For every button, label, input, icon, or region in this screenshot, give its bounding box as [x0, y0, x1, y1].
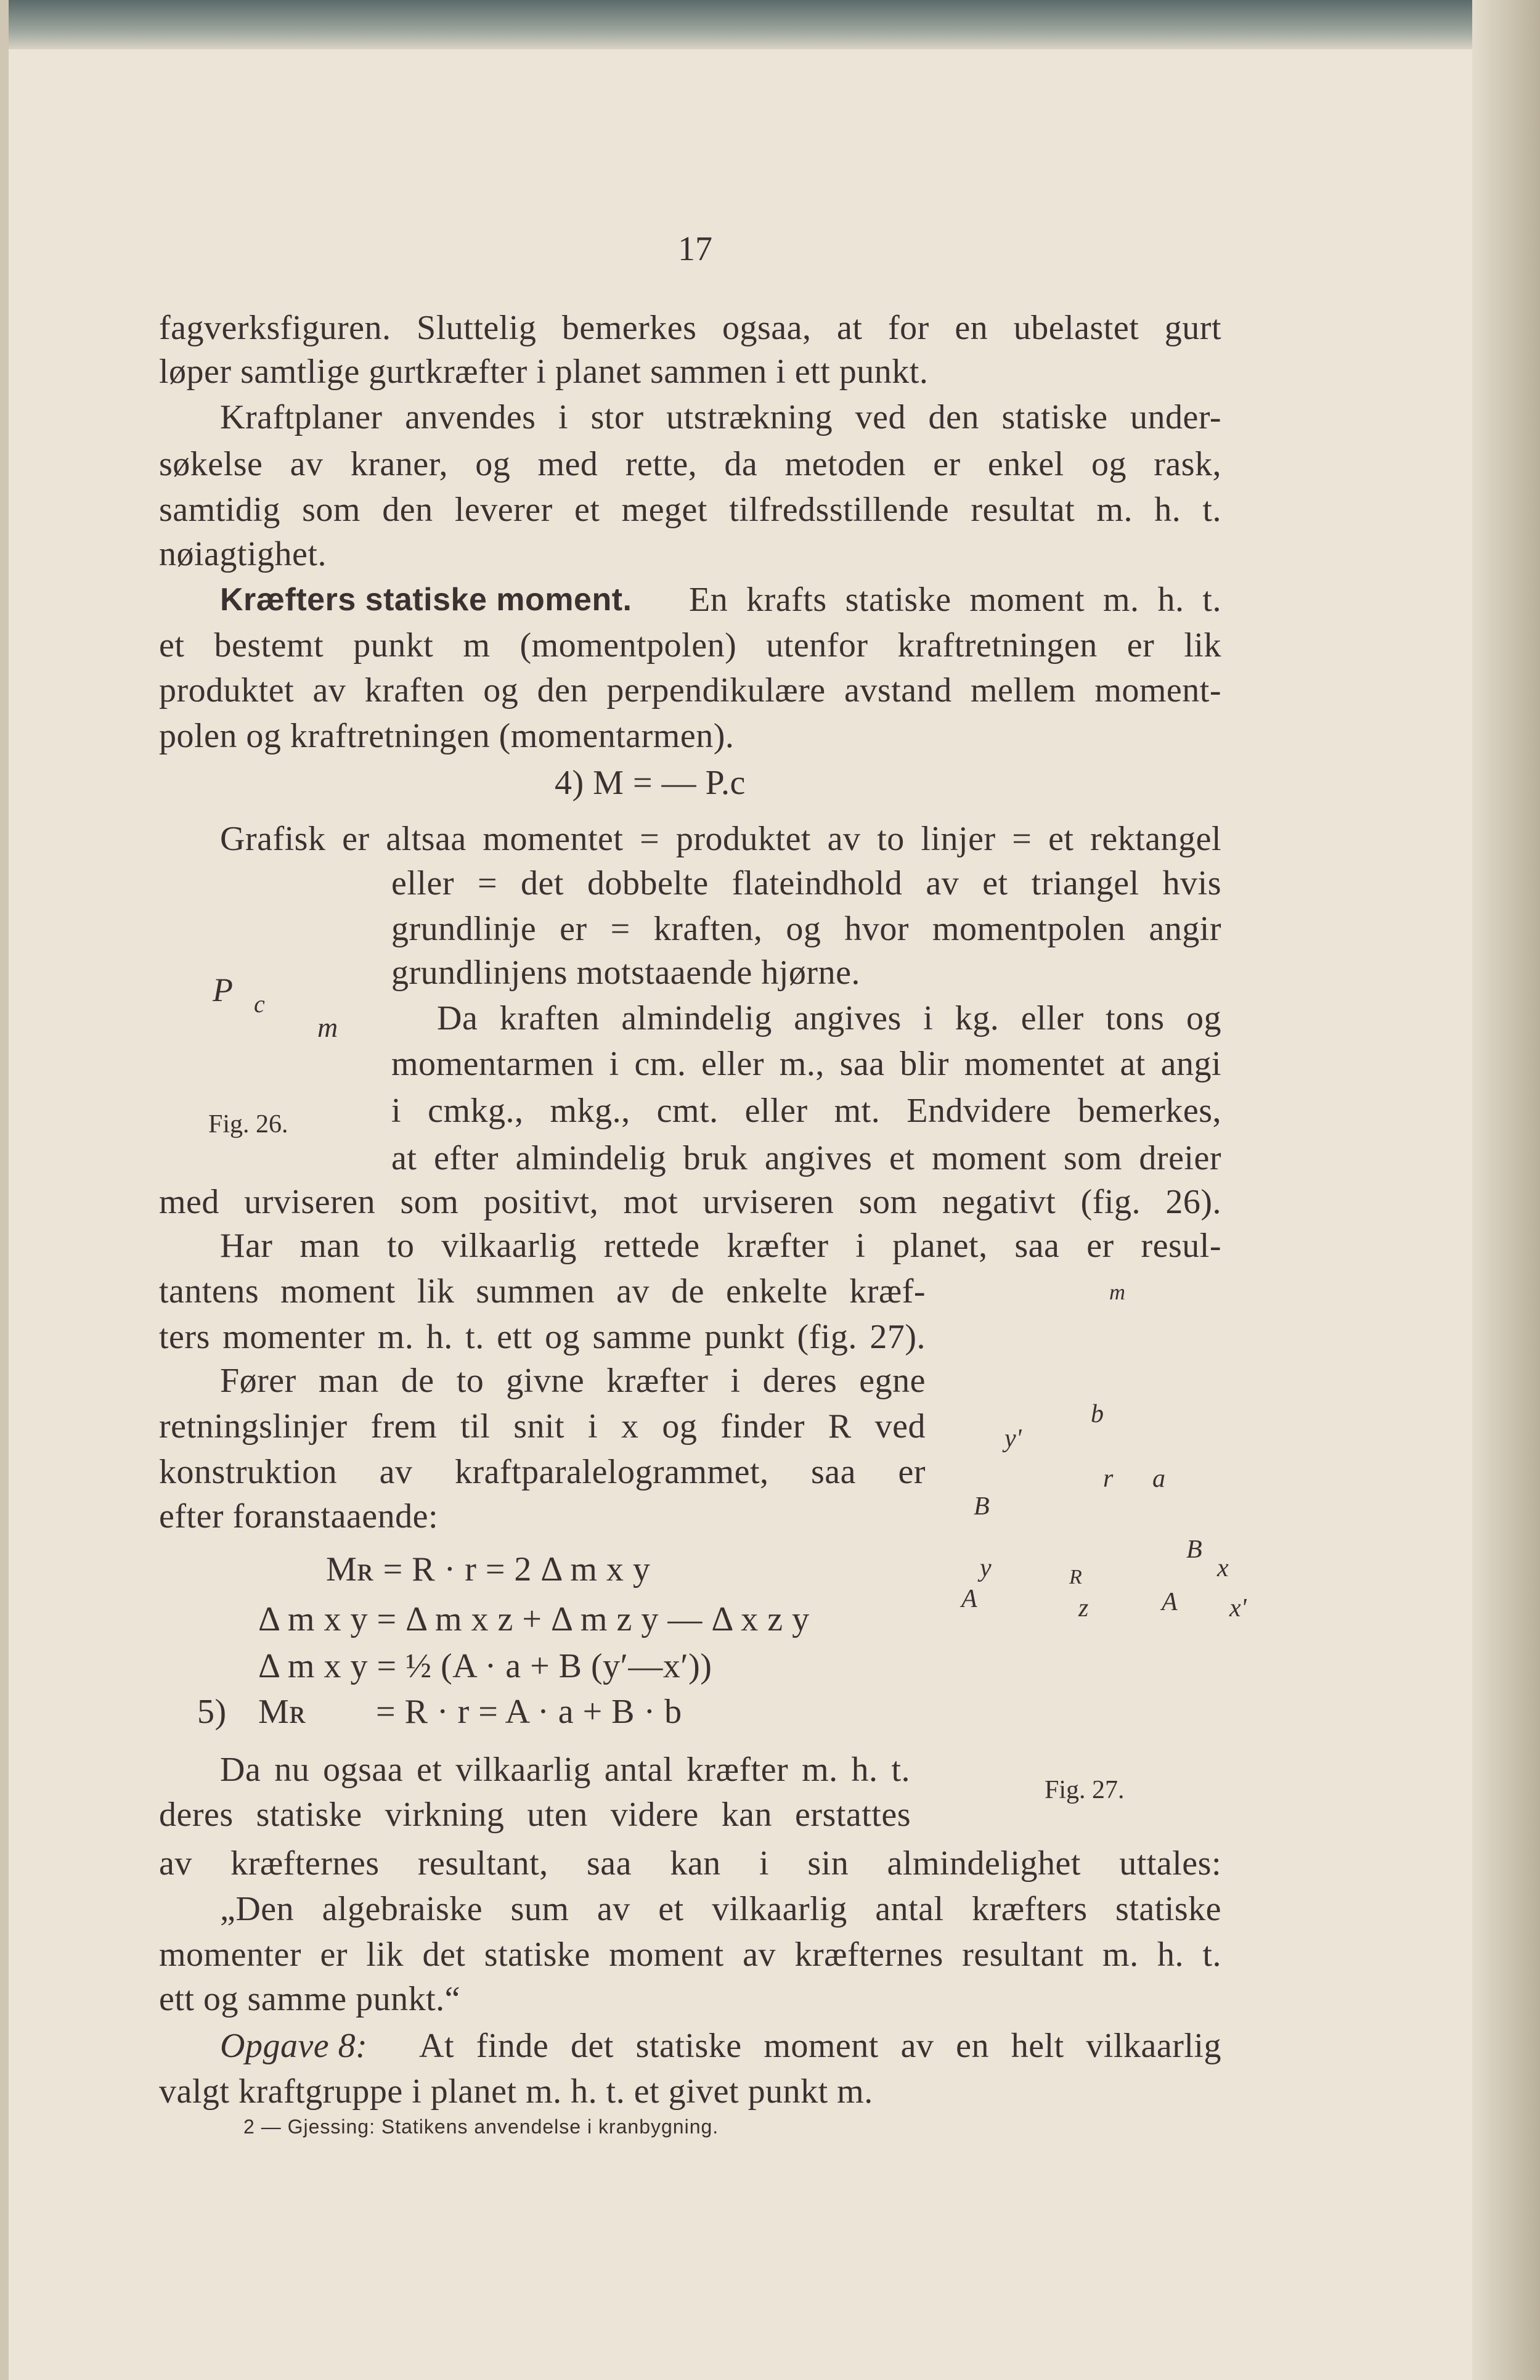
exercise-label: Opgave 8: [220, 2027, 368, 2065]
fig26-label-c: c [254, 990, 265, 1018]
fig27-label-z: z [1078, 1594, 1089, 1622]
text-line: samtidig som den leverer et meget tilfredsstillende resultat m. h. t. [159, 491, 1221, 529]
text-line: Grafisk er altsaa momentet = produktet av to linjer = et rektangel [220, 820, 1221, 858]
fig26-label-p: P [213, 971, 233, 1008]
text-line: At finde det statiske moment av en helt vilkaarlig [419, 2027, 1221, 2065]
text-line: med urviseren som positivt, mot urviseren som negativt (fig. 26). [159, 1183, 1221, 1221]
formula: Mʀ = R · r = 2 Δ m x y [326, 1550, 651, 1589]
fig27-label-r: r [1103, 1465, 1114, 1493]
text-line: grundlinjens motstaaende hjørne. [391, 954, 860, 992]
text-line: fagverksfiguren. Sluttelig bemerkes ogsaa, at for en ubelastet gurt [159, 309, 1221, 347]
text-line: Kraftplaner anvendes i stor utstrækning ved den statiske under- [220, 398, 1221, 436]
fig27-label-y: y [980, 1554, 992, 1582]
text-line: konstruktion av kraftparalelogrammet, saa er [159, 1453, 926, 1491]
text-line: ett og samme punkt.“ [159, 1980, 461, 2018]
section-heading: Kræfters statiske moment. [220, 582, 632, 618]
fig27-label-b: b [1091, 1400, 1104, 1428]
text-line: av kræfternes resultant, saa kan i sin almindelighet uttales: [159, 1844, 1221, 1883]
text-line: grundlinje er = kraften, og hvor momentpolen angir [391, 910, 1221, 948]
fig27-label-b-force: B [974, 1492, 990, 1521]
text-line: deres statiske virkning uten videre kan erstattes [159, 1796, 911, 1834]
text-line: Har man to vilkaarlig rettede kræfter i planet, saa er resul- [220, 1227, 1221, 1265]
page-number: 17 [678, 230, 712, 268]
formula: Mʀ [258, 1693, 307, 1731]
fig26-label-m: m [317, 1012, 338, 1043]
text-line: Da nu ogsaa et vilkaarlig antal kræfter m. h. t. [220, 1751, 910, 1789]
fig27-label-y-prime: y' [1004, 1425, 1022, 1453]
fig26-caption: Fig. 26. [208, 1110, 288, 1139]
fig27-label-m: m [1109, 1280, 1125, 1304]
text-line: et bestemt punkt m (momentpolen) utenfor kraftretningen er lik [159, 626, 1221, 665]
text-line: valgt kraftgruppe i planet m. h. t. et givet punkt m. [159, 2072, 873, 2111]
formula: Δ m x y = Δ m x z + Δ m z y — Δ x z y [258, 1600, 810, 1638]
text-line: at efter almindelig bruk angives et moment som dreier [391, 1139, 1221, 1177]
formula: = R · r = A · a + B · b [376, 1693, 682, 1731]
fig27-label-a-force: A [961, 1585, 977, 1613]
text-line: „Den algebraiske sum av et vilkaarlig antal kræfters statiske [220, 1890, 1221, 1928]
text-line: En krafts statiske moment m. h. t. [689, 581, 1221, 619]
text-line: efter foranstaaende: [159, 1497, 439, 1536]
fig27-label-a: a [1152, 1465, 1165, 1493]
formula: Δ m x y = ½ (A · a + B (y′—x′)) [258, 1647, 712, 1685]
fig27-label-x: x [1217, 1554, 1229, 1582]
fig27-label-b-force-2: B [1186, 1536, 1202, 1564]
text-line: løper samtlige gurtkræfter i planet sammen i ett punkt. [159, 353, 929, 391]
text-line: tantens moment lik summen av de enkelte kræf- [159, 1272, 926, 1311]
fig27-label-x-prime: x' [1229, 1594, 1247, 1622]
text-line: produktet av kraften og den perpendikulære avstand mellem moment- [159, 671, 1221, 710]
text-line: momenter er lik det statiske moment av kræfternes resultant m. h. t. [159, 1936, 1221, 1974]
fig27-label-a-force-2: A [1162, 1588, 1178, 1616]
text-line: søkelse av kraner, og med rette, da metoden er enkel og rask, [159, 445, 1221, 483]
text-line: momentarmen i cm. eller m., saa blir momentet at angi [391, 1045, 1221, 1083]
text-line: eller = det dobbelte flateindhold av et triangel hvis [391, 864, 1221, 902]
text-line: nøiagtighet. [159, 535, 327, 573]
fig27-caption: Fig. 27. [1045, 1776, 1125, 1804]
book-edge-left [0, 0, 9, 2380]
text-line: Da kraften almindelig angives i kg. eller tons og [437, 999, 1221, 1037]
text-line: Fører man de to givne kræfter i deres egne [220, 1362, 926, 1400]
book-edge-right [1472, 0, 1540, 2380]
page-footer: 2 — Gjessing: Statikens anvendelse i kranbygning. [243, 2116, 719, 2138]
text-line: i cmkg., mkg., cmt. eller mt. Endvidere bemerkes, [391, 1092, 1221, 1130]
formula-number: 5) [197, 1693, 227, 1731]
equation-4: 4) M = — P.c [555, 764, 746, 802]
book-edge-top [0, 0, 1540, 49]
text-line: ters momenter m. h. t. ett og samme punkt (fig. 27). [159, 1318, 926, 1356]
fig27-label-resultant: R [1069, 1566, 1082, 1589]
text-line: polen og kraftretningen (momentarmen). [159, 717, 735, 755]
text-line: retningslinjer frem til snit i x og finder R ved [159, 1407, 926, 1446]
